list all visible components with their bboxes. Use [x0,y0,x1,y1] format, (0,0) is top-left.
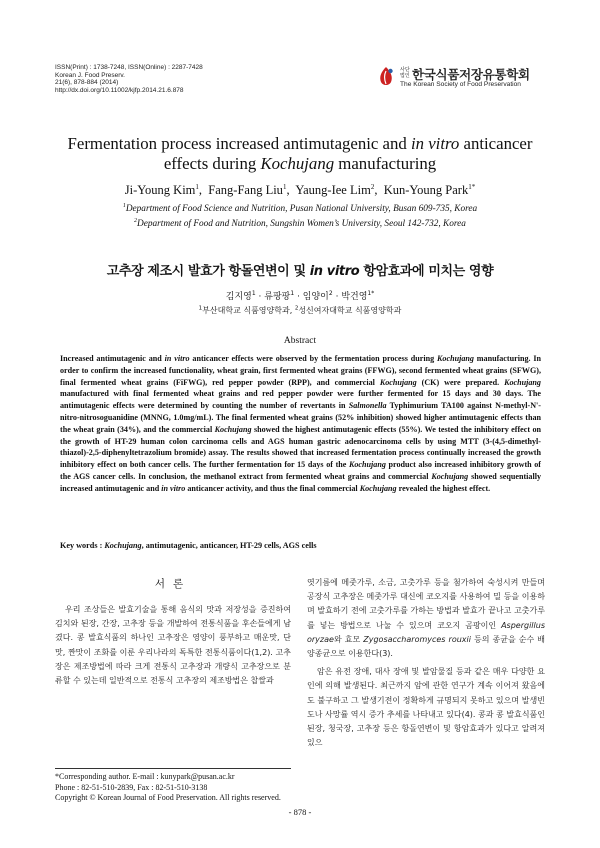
author-sup: 1* [468,183,476,191]
author-sup: 2 [370,183,375,191]
abstract-italic: in vitro [164,354,190,363]
body-text: 등의 종균을 순수 배양종균으로 이용한다(3). [307,634,545,659]
korean-author: 김지영 [225,292,252,302]
issn-line: ISSN(Print) : 1738-7248, ISSN(Online) : 2287-7428 [55,64,203,71]
abstract-italic: Kochujang [214,424,252,434]
abstract-text: (CK) were prepared. [416,377,505,387]
abstract-heading: Abstract [283,336,317,346]
abstract-text: anticancer activity, and thus the final commercial [185,483,360,493]
title-italic: Kochujang [260,154,335,173]
korean-title-text: 고추장 제조시 발효가 항돌연변이 및 [106,264,310,279]
title-text: anticancer [459,134,533,153]
abstract-italic: Salmonella [348,401,387,411]
affil-sup: 2 [294,305,299,312]
corresponding-author: *Corresponding author. E-mail : kunypark@pusan.ac.kr [55,772,235,781]
korean-title [30,260,570,279]
title-italic: in vitro [410,134,460,153]
page-number: - 878 - [288,807,312,817]
korean-affiliation-1: 부산대학교 식품영양학과, [202,306,295,315]
abstract-italic: Kochujang [348,460,386,470]
title-text: manufacturing [334,154,437,173]
journal-name: Korean J. Food Preserv. [55,71,125,79]
abstract-italic: in vitro [161,483,186,493]
separator: · [294,292,303,302]
abstract-italic: Kochujang [437,354,474,363]
society-legal-label: 사단 법인 [400,67,410,79]
abstract-text: Increased antimutagenic and [60,354,165,363]
species-name: Aspergillus oryzae [307,620,545,644]
society-logo [376,64,554,94]
korean-author: 류팡팡 [264,292,291,302]
abstract-text: showed sequentially increased antimutagenic and [60,471,541,493]
body-column-left: 우리 조상들은 발효기술을 통해 음식의 맛과 저장성을 증진하여 김치와 된장, 간장, 고추장 등을 개발하여 전통식품을 후손들에게 남겼다. 콩 발효식품의 하나인 고추장은 영양이 풍부하고 매운맛, 단맛, 짠맛이 조화를 이룬 우리나라의 독특한 전통식품이다(1,2). 고추장은 제조방법에 따라 크게 전통식 고추장과 개량식 고추장으로 분류할 수 있는데 일반적으로 전통식 고추장의 제조방법은 찹쌀과 [55,605,291,686]
volume-line: 21(6), 878-884 (2014) [55,79,119,87]
abstract-text: manufacturing. In order to confirm the increased functionality, wheat grain, first fermented wheat grains (FFWG), second fermented wheat grains (SFWG), final fermented wheat grains (FiFWG), red pepper powder (RPP), and commercial [60,354,542,387]
keywords-label: Key words : [60,541,105,550]
affiliation-1: Department of Food Science and Nutrition, Pusan National University, Busan 609-735, Korea [125,204,478,215]
affil-sup: 1 [122,203,126,209]
body-text: 엿기름에 메줏가루, 소금, 고춧가루 등을 첨가하여 숙성시켜 만들며 공장식 고추장은 메줏가루 대신에 코오지를 사용하여 밀 등을 이용하며 발효하기 전에 고춧가루를 가하는 방법과 발효가 끝나고 고춧가루를 넣는 방법으로 나눌 수 있으며 코오지 곰팡이인 [307,578,545,630]
society-name-english: The Korean Society of Food Preservation [400,81,521,88]
abstract-italic: Kochujang [359,483,397,493]
author-name: Fang-Fang Liu [208,183,283,198]
contact-phone: Phone : 82-51-510-2839, Fax : 82-51-510-3138 [55,782,208,792]
abstract-body [60,353,541,495]
abstract-text: Typhimurium TA100 against N-methyl-N'-nitro-nitrosoguanidine (MNNG, 1.0mg/mL). The final fermented wheat grains (52% inhibition) showed higher antimutagenic effects than the wheat grain (34%), and the commercial [60,401,541,434]
affil-sup: 1 [198,305,203,312]
society-emblem-icon [376,66,396,88]
korean-title-italic: in vitro [309,264,360,279]
title-text: Fermentation process increased antimutagenic and [67,134,411,153]
author-name: Kun-Young Park [383,183,469,198]
paper-title [30,134,570,174]
korean-author: 박건영 [341,292,368,302]
journal-meta [55,64,203,94]
paragraph [307,576,545,661]
abstract-italic: Kochujang [504,377,541,387]
abstract-text: showed the highest antimutagenic effects (55%). We tested the inhibitory effect on the growth of HT-29 human colon carcinoma cells and AGS human gastric adenocarcinoma cells by using MTT (3-(4,5-dimethyl-thiazol)-2,5-diphenyltetrazolium bromide) assay. The results showed that increased fermentation process continually increased the growth inhibitory effect on both cancer cells. The further fermentation for 15 days of the [60,424,541,470]
body-text: 와 효모 [333,634,364,644]
paragraph: 암은 유전 장애, 대사 장애 및 발암물질 등과 같은 매우 다양한 요인에 의해 발생된다. 최근까지 암에 관한 연구가 계속 이어져 왔음에도 불구하고 그 발생기전이 정확하게 규명되지 못하고 있으며 발생빈도나 사망률 역시 증가 추세를 나타내고 있다(4). 콩과 콩 발효식품인 된장, 청국장, 고추장 등은 항돌연변이 및 항암효과가 있다고 알려져 있으 [307,667,545,748]
korean-affiliations [30,305,570,316]
abstract-text: product also increased inhibitory growth of the AGS cancer cells. In conclusion, the methanol extract from fermented wheat grains and commercial [60,460,542,481]
keyword-italic: Kochujang [104,541,142,550]
keywords-list: , antimutagenic, anticancer, HT-29 cells, AGS cells [141,541,317,550]
society-name-korean: 한국식품저장유통학회 [412,67,530,82]
affiliation-2: Department of Food and Nutrition, Sungshin Women’s University, Seoul 142-732, Korea [137,218,466,229]
korean-author-list [30,289,570,302]
copyright: Copyright © Korean Journal of Food Preservation. All rights reserved. [55,793,281,803]
section-heading-introduction: 서론 [154,578,192,590]
korean-author: 임양이 [302,292,329,302]
abstract-italic: Kochujang [379,377,417,387]
author-sup: 1 [251,290,256,297]
affil-sup: 2 [134,217,138,224]
footnote [55,772,291,804]
author-sup: 1 [282,183,287,191]
body-column-right [307,576,545,750]
footnote-divider [55,768,291,769]
author-list: Ji-Young Kim$^1$, Fang-Fang Liu$^1$, Yaung-Iee Lim$^2$, Kun-Young Park$^{1*}$ [124,183,476,198]
author-name: Yaung-Iee Lim [295,183,371,198]
author-sup: 1 [290,290,295,297]
author-sup: 1 [195,183,199,191]
author-sup: 2 [328,290,333,297]
species-name: Zygosaccharomyces rouxii [363,634,471,644]
abstract-text: manufactured with final fermented wheat grains and red pepper powder were further fermented for 15 days and 30 days. The antimutagenic effects were determined by counting the number of revertants in [60,389,541,411]
author-name: Ji-Young Kim [124,183,196,198]
korean-title-text: 항암효과에 미치는 영향 [359,264,494,279]
affiliations [30,201,570,230]
separator: · [255,292,265,302]
abstract-italic: Kochujang [431,471,469,481]
abstract-text: anticancer effects were observed by the fermentation process during [189,354,438,363]
keywords [60,541,541,550]
separator: · [332,292,342,302]
title-text: effects during [163,154,261,173]
korean-affiliation-2: 성신여자대학교 식품영양학과 [298,306,402,315]
abstract-text: revealed the highest effect. [396,483,491,493]
author-sup: 1* [367,290,375,297]
doi-link[interactable]: http://dx.doi.org/10.11002/kjfp.2014.21.6.878 [55,86,184,94]
